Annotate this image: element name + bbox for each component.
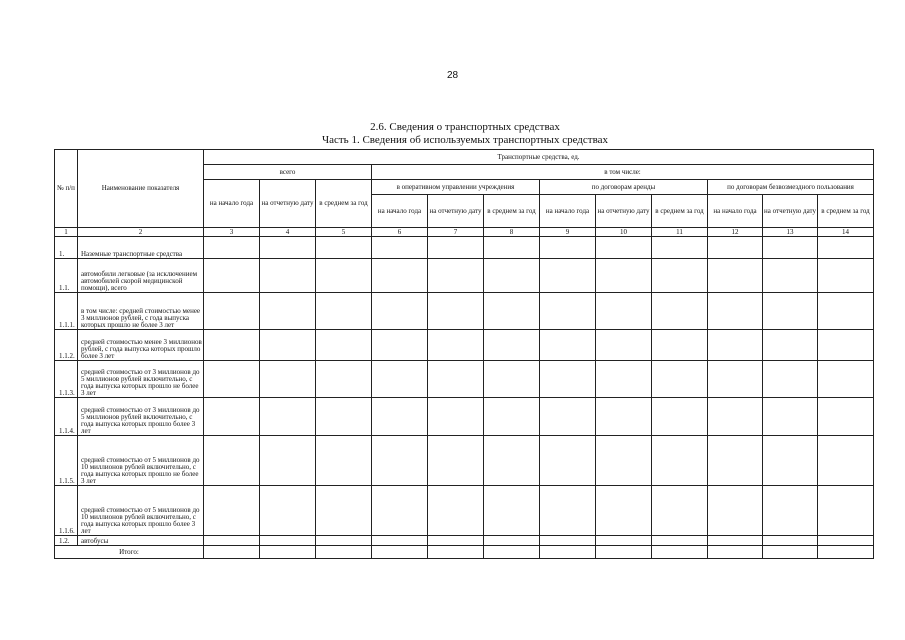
row-number: 1.1.6. <box>55 486 78 536</box>
part-title: Часть 1. Сведения об используемых транспортных средствах <box>321 134 609 146</box>
data-cell[interactable] <box>763 536 818 546</box>
data-cell[interactable] <box>763 361 818 398</box>
data-cell[interactable] <box>818 237 874 259</box>
data-cell[interactable] <box>484 237 540 259</box>
data-cell[interactable] <box>316 536 372 546</box>
total-cell[interactable] <box>316 546 372 559</box>
header-group3-sub-3: в среднем за год <box>818 195 874 228</box>
data-cell[interactable] <box>316 436 372 486</box>
data-cell[interactable] <box>708 361 763 398</box>
column-number: 9 <box>540 228 596 237</box>
column-number: 11 <box>652 228 708 237</box>
data-cell[interactable] <box>204 361 260 398</box>
column-number: 4 <box>260 228 316 237</box>
data-cell[interactable] <box>818 398 874 436</box>
column-number: 2 <box>78 228 204 237</box>
data-cell[interactable] <box>708 293 763 330</box>
column-number: 12 <box>708 228 763 237</box>
data-cell[interactable] <box>260 398 316 436</box>
header-group-lease: по договорам аренды <box>540 180 708 195</box>
data-cell[interactable] <box>818 330 874 361</box>
data-cell[interactable] <box>316 330 372 361</box>
data-cell[interactable] <box>372 536 428 546</box>
data-cell[interactable] <box>204 486 260 536</box>
data-cell[interactable] <box>763 259 818 293</box>
data-cell[interactable] <box>428 361 484 398</box>
header-transport: Транспортные средства, ед. <box>204 150 874 165</box>
data-cell[interactable] <box>372 237 428 259</box>
total-cell[interactable] <box>372 546 428 559</box>
data-cell[interactable] <box>708 486 763 536</box>
table-row <box>55 237 874 259</box>
header-group1-sub-3: в среднем за год <box>484 195 540 228</box>
column-number: 5 <box>316 228 372 237</box>
data-cell[interactable] <box>484 486 540 536</box>
data-cell[interactable] <box>372 293 428 330</box>
data-cell[interactable] <box>316 486 372 536</box>
data-cell[interactable] <box>204 237 260 259</box>
data-cell[interactable] <box>540 237 596 259</box>
column-number: 3 <box>204 228 260 237</box>
row-number: 1.1. <box>55 259 78 293</box>
table-row <box>55 330 874 361</box>
data-cell[interactable] <box>652 293 708 330</box>
data-cell[interactable] <box>763 330 818 361</box>
total-row <box>55 546 874 559</box>
data-cell[interactable] <box>596 398 652 436</box>
data-cell[interactable] <box>484 330 540 361</box>
data-cell[interactable] <box>818 293 874 330</box>
data-cell[interactable] <box>428 259 484 293</box>
total-cell[interactable] <box>204 546 260 559</box>
table-row <box>55 436 874 486</box>
row-label: средней стоимостью от 5 миллионов до 10 миллионов рублей включительно, с года выпуска которых прошло не более 3 лет <box>78 436 204 486</box>
page-number: 28 <box>446 70 459 81</box>
data-cell[interactable] <box>652 237 708 259</box>
data-cell[interactable] <box>708 536 763 546</box>
data-cell[interactable] <box>540 436 596 486</box>
row-number: 1.1.1. <box>55 293 78 330</box>
data-cell[interactable] <box>372 398 428 436</box>
data-cell[interactable] <box>204 536 260 546</box>
data-cell[interactable] <box>428 436 484 486</box>
data-cell[interactable] <box>708 237 763 259</box>
data-cell[interactable] <box>484 436 540 486</box>
data-cell[interactable] <box>484 398 540 436</box>
data-cell[interactable] <box>818 436 874 486</box>
total-cell[interactable] <box>763 546 818 559</box>
data-cell[interactable] <box>428 330 484 361</box>
row-number: 1.1.2. <box>55 330 78 361</box>
row-label: автобусы <box>78 536 204 546</box>
total-cell[interactable] <box>484 546 540 559</box>
table-row <box>55 361 874 398</box>
total-cell[interactable] <box>540 546 596 559</box>
total-cell[interactable] <box>652 546 708 559</box>
data-cell[interactable] <box>708 259 763 293</box>
data-cell[interactable] <box>708 330 763 361</box>
header-sub-start: на начало года <box>204 180 260 228</box>
row-number: 1.2. <box>55 536 78 546</box>
data-cell[interactable] <box>484 361 540 398</box>
row-number: 1.1.4. <box>55 398 78 436</box>
column-number: 8 <box>484 228 540 237</box>
total-cell[interactable] <box>428 546 484 559</box>
data-cell[interactable] <box>540 293 596 330</box>
data-cell[interactable] <box>652 361 708 398</box>
row-label: автомобили легковые (за исключением автомобилей скорой медицинской помощи), всего <box>78 259 204 293</box>
table-row <box>55 486 874 536</box>
data-cell[interactable] <box>260 436 316 486</box>
data-cell[interactable] <box>596 259 652 293</box>
data-cell[interactable] <box>652 398 708 436</box>
data-cell[interactable] <box>596 293 652 330</box>
data-cell[interactable] <box>763 398 818 436</box>
data-cell[interactable] <box>763 436 818 486</box>
data-cell[interactable] <box>818 259 874 293</box>
data-cell[interactable] <box>818 486 874 536</box>
data-cell[interactable] <box>428 536 484 546</box>
data-cell[interactable] <box>204 330 260 361</box>
total-cell[interactable] <box>596 546 652 559</box>
table-row <box>55 398 874 436</box>
data-cell[interactable] <box>428 237 484 259</box>
data-cell[interactable] <box>204 293 260 330</box>
data-cell[interactable] <box>818 536 874 546</box>
data-cell[interactable] <box>652 436 708 486</box>
data-cell[interactable] <box>316 293 372 330</box>
header-group-operational: в оперативном управлении учреждения <box>372 180 540 195</box>
column-number: 14 <box>818 228 874 237</box>
header-total: всего <box>204 165 372 180</box>
data-cell[interactable] <box>652 536 708 546</box>
data-cell[interactable] <box>596 536 652 546</box>
data-cell[interactable] <box>818 361 874 398</box>
data-cell[interactable] <box>372 330 428 361</box>
data-cell[interactable] <box>484 536 540 546</box>
data-cell[interactable] <box>540 486 596 536</box>
data-cell[interactable] <box>484 293 540 330</box>
column-number: 7 <box>428 228 484 237</box>
header-group2-sub-1: на начало года <box>540 195 596 228</box>
data-cell[interactable] <box>260 237 316 259</box>
data-cell[interactable] <box>596 237 652 259</box>
row-number: 1. <box>55 237 78 259</box>
data-cell[interactable] <box>372 361 428 398</box>
data-cell[interactable] <box>652 486 708 536</box>
row-label: средней стоимостью от 5 миллионов до 10 миллионов рублей включительно, с года выпуска которых прошло более 3 лет <box>78 486 204 536</box>
data-cell[interactable] <box>372 259 428 293</box>
header-sub-report: на отчетную дату <box>260 180 316 228</box>
header-group1-sub-1: на начало года <box>372 195 428 228</box>
data-cell[interactable] <box>763 293 818 330</box>
data-cell[interactable] <box>540 398 596 436</box>
data-cell[interactable] <box>540 259 596 293</box>
table-row <box>55 259 874 293</box>
row-label: в том числе: средней стоимостью менее 3 миллионов рублей, с года выпуска которых прошло не более 3 лет <box>78 293 204 330</box>
header-group2-sub-2: на отчетную дату <box>596 195 652 228</box>
data-cell[interactable] <box>260 293 316 330</box>
table-row <box>55 293 874 330</box>
column-number: 13 <box>763 228 818 237</box>
data-cell[interactable] <box>708 398 763 436</box>
header-including: в том числе: <box>372 165 874 180</box>
header-name: Наименование показателя <box>78 150 204 228</box>
data-cell[interactable] <box>204 398 260 436</box>
data-cell[interactable] <box>596 486 652 536</box>
data-cell[interactable] <box>540 330 596 361</box>
header-group1-sub-2: на отчетную дату <box>428 195 484 228</box>
data-cell[interactable] <box>372 486 428 536</box>
data-cell[interactable] <box>428 486 484 536</box>
data-cell[interactable] <box>763 486 818 536</box>
row-number: 1.1.3. <box>55 361 78 398</box>
data-cell[interactable] <box>260 486 316 536</box>
data-cell[interactable] <box>596 361 652 398</box>
row-number: 1.1.5. <box>55 436 78 486</box>
column-number: 1 <box>55 228 78 237</box>
data-cell[interactable] <box>316 361 372 398</box>
row-label: средней стоимостью от 3 миллионов до 5 миллионов рублей включительно, с года выпуска которых прошло более 3 лет <box>78 398 204 436</box>
row-label: средней стоимостью менее 3 миллионов рублей, с года выпуска которых прошло более 3 лет <box>78 330 204 361</box>
data-cell[interactable] <box>260 330 316 361</box>
data-cell[interactable] <box>316 237 372 259</box>
data-cell[interactable] <box>260 259 316 293</box>
total-cell[interactable] <box>818 546 874 559</box>
data-cell[interactable] <box>260 361 316 398</box>
column-number: 6 <box>372 228 428 237</box>
total-cell[interactable] <box>708 546 763 559</box>
row-label: средней стоимостью от 3 миллионов до 5 миллионов рублей включительно, с года выпуска которых прошло не более 3 лет <box>78 361 204 398</box>
data-cell[interactable] <box>204 436 260 486</box>
table-row <box>55 536 874 546</box>
header-num: № п/п <box>55 150 78 228</box>
transport-table <box>54 149 874 559</box>
row-label: Наземные транспортные средства <box>78 237 204 259</box>
data-cell[interactable] <box>540 536 596 546</box>
data-cell[interactable] <box>316 259 372 293</box>
total-cell[interactable] <box>260 546 316 559</box>
data-cell[interactable] <box>428 293 484 330</box>
data-cell[interactable] <box>652 330 708 361</box>
header-group-free-use: по договорам безвозмездного пользования <box>708 180 874 195</box>
header-group3-sub-1: на начало года <box>708 195 763 228</box>
data-cell[interactable] <box>596 436 652 486</box>
data-cell[interactable] <box>372 436 428 486</box>
data-cell[interactable] <box>204 259 260 293</box>
data-cell[interactable] <box>596 330 652 361</box>
data-cell[interactable] <box>484 259 540 293</box>
data-cell[interactable] <box>428 398 484 436</box>
header-group3-sub-2: на отчетную дату <box>763 195 818 228</box>
data-cell[interactable] <box>540 361 596 398</box>
data-cell[interactable] <box>260 536 316 546</box>
header-group2-sub-3: в среднем за год <box>652 195 708 228</box>
data-cell[interactable] <box>316 398 372 436</box>
header-sub-average: в среднем за год <box>316 180 372 228</box>
total-label: Итого: <box>55 546 204 559</box>
data-cell[interactable] <box>708 436 763 486</box>
data-cell[interactable] <box>763 237 818 259</box>
section-title: 2.6. Сведения о транспортных средствах <box>370 121 560 133</box>
column-number: 10 <box>596 228 652 237</box>
data-cell[interactable] <box>652 259 708 293</box>
